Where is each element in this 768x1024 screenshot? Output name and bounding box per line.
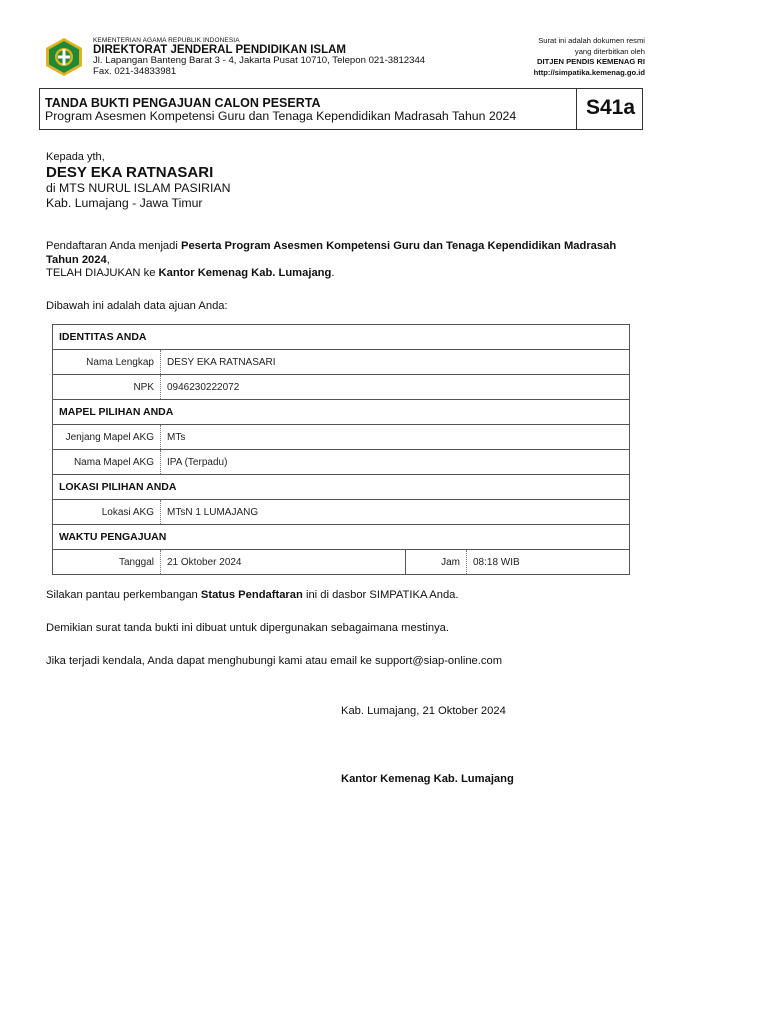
mapel-value: IPA (Terpadu) xyxy=(161,450,630,475)
ministry-name: KEMENTERIAN AGAMA REPUBLIK INDONESIA xyxy=(93,37,240,44)
tanggal-label: Tanggal xyxy=(53,550,161,575)
directorate-address: Jl. Lapangan Banteng Barat 3 - 4, Jakarta Pusat 10710, Telepon 021-3812344 xyxy=(93,55,426,66)
npk-label: NPK xyxy=(53,375,161,400)
recipient-school: di MTS NURUL ISLAM PASIRIAN xyxy=(46,181,231,195)
document-code: S41a xyxy=(586,96,636,119)
table-row xyxy=(53,450,630,475)
table-row xyxy=(53,550,630,575)
recipient-name: DESY EKA RATNASARI xyxy=(46,164,214,181)
jenjang-value: MTs xyxy=(161,425,630,450)
document-subtitle: Program Asesmen Kompetensi Guru dan Tenaga Kependidikan Madrasah Tahun 2024 xyxy=(45,109,517,123)
p1-comma: , xyxy=(106,253,110,266)
identity-header: IDENTITAS ANDA xyxy=(59,331,147,343)
table-row xyxy=(53,350,630,375)
table-row xyxy=(53,375,630,400)
directorate-fax: Fax. 021-34833981 xyxy=(93,66,177,77)
kemenag-logo-icon xyxy=(44,37,84,77)
p1-prefix: Pendaftaran Anda menjadi xyxy=(46,240,181,252)
recipient-greeting: Kepada yth, xyxy=(46,151,105,163)
closing-paragraph: Demikian surat tanda bukti ini dibuat untuk dipergunakan sebagaimana mestinya. xyxy=(46,622,449,634)
document-title: TANDA BUKTI PENGAJUAN CALON PESERTA xyxy=(45,96,321,110)
directorate-name: DIREKTORAT JENDERAL PENDIDIKAN ISLAM xyxy=(93,44,347,56)
table-row xyxy=(53,425,630,450)
name-value: DESY EKA RATNASARI xyxy=(161,350,630,375)
jam-value: 08:18 WIB xyxy=(467,550,630,575)
p1-period: . xyxy=(331,267,335,279)
issuer-name: DITJEN PENDIS KEMENAG RI xyxy=(536,57,645,67)
recipient-region: Kab. Lumajang - Jawa Timur xyxy=(46,196,203,210)
place-date: Kab. Lumajang, 21 Oktober 2024 xyxy=(341,705,506,717)
mapel-header: MAPEL PILIHAN ANDA xyxy=(53,400,630,425)
mapel-label: Nama Mapel AKG xyxy=(53,450,161,475)
table-row xyxy=(53,500,630,525)
program-name: Peserta Program Asesmen Kompetensi Guru dan Tenaga Kependidikan Madrasah Tahun 2024 xyxy=(46,240,617,266)
monitor-suffix: ini di dasbor SIMPATIKA Anda. xyxy=(302,589,459,601)
submitted-office: Kantor Kemenag Kab. Lumajang xyxy=(158,267,332,279)
official-document-note xyxy=(534,36,645,78)
lokasi-value: MTsN 1 LUMAJANG xyxy=(161,500,630,525)
section-lokasi xyxy=(53,475,630,500)
title-box xyxy=(39,88,643,130)
note-line-1: Surat ini adalah dokumen resmi xyxy=(538,36,645,45)
website-link[interactable]: http://simpatika.kemenag.go.id xyxy=(533,67,645,77)
section-identity xyxy=(53,325,630,350)
npk-value: 0946230222072 xyxy=(161,375,630,400)
waktu-header: WAKTU PENGAJUAN xyxy=(53,525,630,550)
name-label: Nama Lengkap xyxy=(53,350,161,375)
monitor-paragraph xyxy=(46,589,646,603)
data-intro: Dibawah ini adalah data ajuan Anda: xyxy=(46,300,228,312)
submission-data-table xyxy=(52,324,630,575)
title-divider xyxy=(576,89,577,129)
status-pendaftaran: Status Pendaftaran xyxy=(200,589,303,601)
monitor-prefix: Silakan pantau perkembangan xyxy=(46,589,201,601)
signer-office: Kantor Kemenag Kab. Lumajang xyxy=(341,773,514,785)
note-line-2: yang diterbitkan oleh xyxy=(574,46,645,56)
p1-line2-prefix: TELAH DIAJUKAN ke xyxy=(46,267,159,279)
registration-paragraph xyxy=(46,240,646,281)
section-mapel xyxy=(53,400,630,425)
lokasi-header: LOKASI PILIHAN ANDA xyxy=(53,475,630,500)
lokasi-label: Lokasi AKG xyxy=(53,500,161,525)
jam-label: Jam xyxy=(406,550,467,575)
tanggal-value: 21 Oktober 2024 xyxy=(161,550,406,575)
section-waktu xyxy=(53,525,630,550)
jenjang-label: Jenjang Mapel AKG xyxy=(53,425,161,450)
contact-paragraph: Jika terjadi kendala, Anda dapat menghubungi kami atau email ke support@siap-online.com xyxy=(46,655,503,667)
